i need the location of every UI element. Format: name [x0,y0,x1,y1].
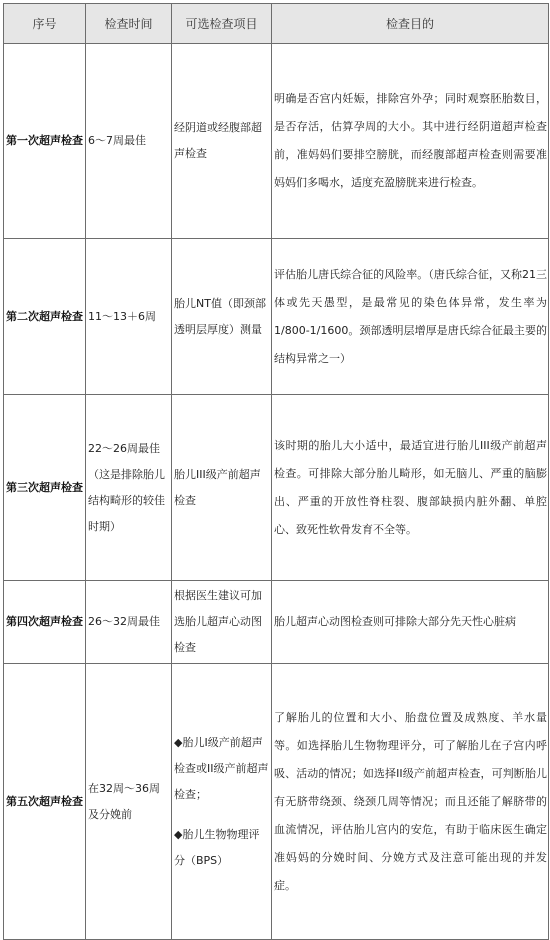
cell-time: 在32周～36周及分娩前 [86,664,172,940]
cell-purpose: 了解胎儿的位置和大小、胎盘位置及成熟度、羊水量等。如选择胎儿生物物理评分，可了解胎儿在子宫内呼吸、活动的情况；如选择II级产前超声检查，可判断胎儿有无脐带绕颈、绕颈几周等情况；而且还能了解脐带的血流情况，评估胎儿宫内的安危，有助于临床医生确定准妈妈的分娩时间、分娩方式及注意可能出现的并发症。 [272,664,549,940]
cell-seq: 第二次超声检查 [4,239,86,395]
cell-time: 11～13＋6周 [86,239,172,395]
header-time: 检查时间 [86,4,172,44]
cell-purpose: 胎儿超声心动图检查则可排除大部分先天性心脏病 [272,581,549,664]
cell-purpose: 评估胎儿唐氏综合征的风险率。（唐氏综合征，又称21三体或先天愚型，是最常见的染色体异常，发生率为1/800-1/1600。颈部透明层增厚是唐氏综合征最主要的结构异常之一） [272,239,549,395]
ultrasound-schedule-table [3,3,549,940]
table-row [4,664,549,940]
cell-purpose: 明确是否宫内妊娠，排除宫外孕；同时观察胚胎数目，是否存活，估算孕周的大小。其中进行经阴道超声检查前，准妈妈们要排空膀胱，而经腹部超声检查则需要准妈妈们多喝水，适度充盈膀胱来进行检查。 [272,44,549,239]
table-row [4,239,549,395]
cell-seq: 第三次超声检查 [4,395,86,581]
cell-seq: 第一次超声检查 [4,44,86,239]
cell-time: 26～32周最佳 [86,581,172,664]
header-item: 可选检查项目 [172,4,272,44]
table-row [4,395,549,581]
cell-seq: 第四次超声检查 [4,581,86,664]
item-spacer [174,808,270,822]
cell-item [172,664,272,940]
cell-time: 22～26周最佳（这是排除胎儿结构畸形的较佳时期） [86,395,172,581]
table-row [4,581,549,664]
table-header [4,4,549,44]
cell-seq: 第五次超声检查 [4,664,86,940]
item-option-bps: ◆胎儿生物物理评分（BPS） [174,827,260,867]
table-body [4,44,549,940]
cell-item: 胎儿NT值（即颈部透明层厚度）测量 [172,239,272,395]
header-row [4,4,549,44]
table-row [4,44,549,239]
header-seq: 序号 [4,4,86,44]
cell-item: 根据医生建议可加选胎儿超声心动图检查 [172,581,272,664]
cell-item: 经阴道或经腹部超声检查 [172,44,272,239]
cell-time: 6～7周最佳 [86,44,172,239]
header-purpose: 检查目的 [272,4,549,44]
cell-purpose: 该时期的胎儿大小适中，最适宜进行胎儿III级产前超声检查。可排除大部分胎儿畸形，如无脑儿、严重的脑膨出、严重的开放性脊柱裂、腹部缺损内脏外翻、单腔心、致死性软骨发育不全等。 [272,395,549,581]
item-option-ultrasound: ◆胎儿I级产前超声检查或II级产前超声检查； [174,735,269,801]
cell-item: 胎儿III级产前超声检查 [172,395,272,581]
